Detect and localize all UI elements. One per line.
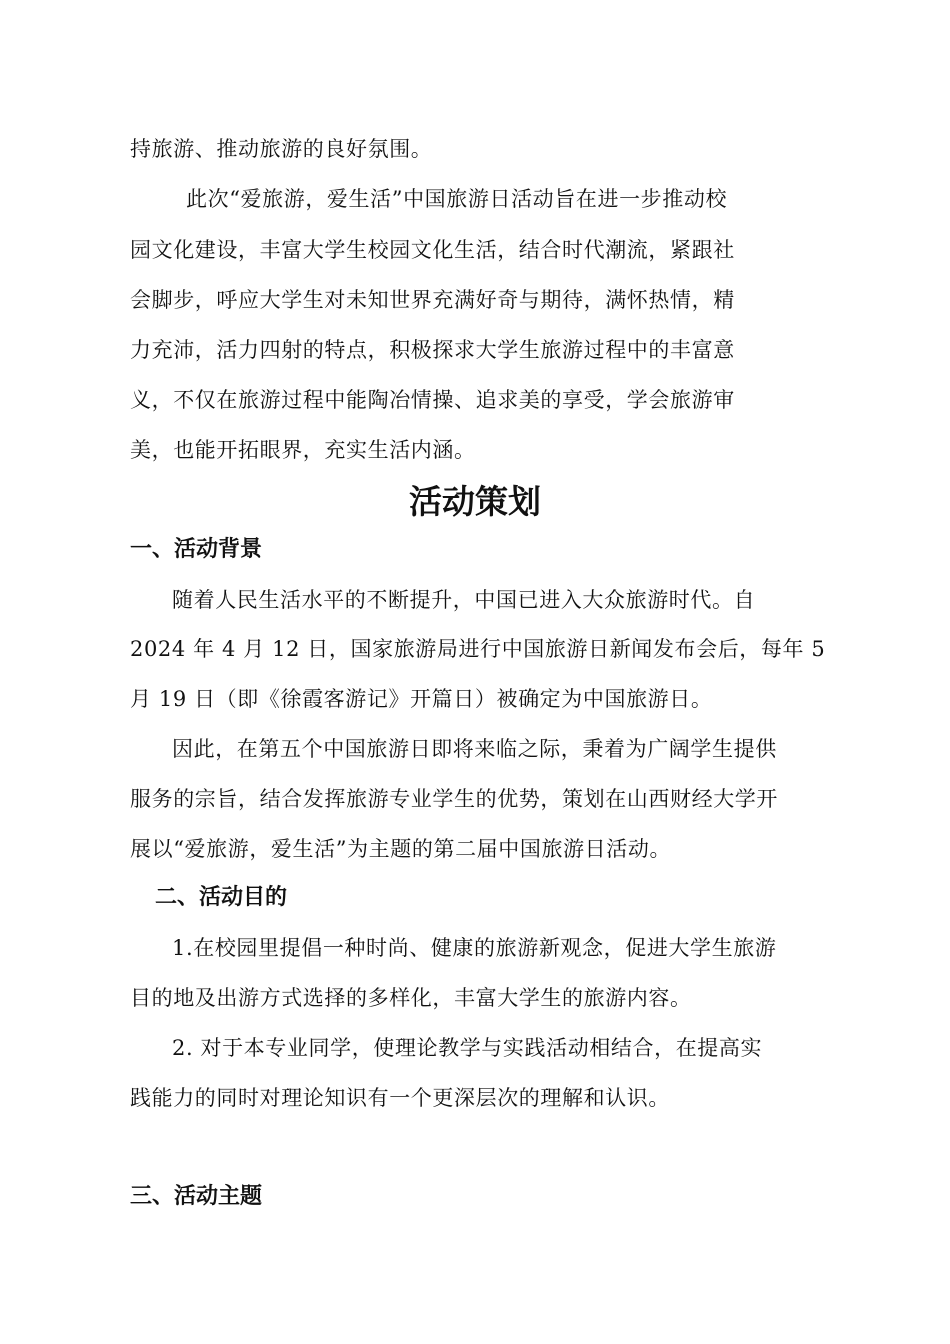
document-title: 活动策划 bbox=[409, 482, 541, 521]
intro-line-5: 力充沛，活力四射的特点，积极探求大学生旅游过程中的丰富意 bbox=[130, 338, 735, 362]
section2-line-3: 2. 对于本专业同学，使理论教学与实践活动相结合，在提高实 bbox=[172, 1036, 763, 1060]
section-heading-purpose: 二、活动目的 bbox=[155, 885, 288, 910]
section2-line-4: 践能力的同时对理论知识有一个更深层次的理解和认识。 bbox=[130, 1086, 670, 1110]
section1-line-6: 展以“爱旅游，爱生活”为主题的第二届中国旅游日活动。 bbox=[130, 837, 672, 861]
section1-line-1: 随着人民生活水平的不断提升，中国已进入大众旅游时代。自 bbox=[172, 588, 756, 612]
section1-line-5: 服务的宗旨，结合发挥旅游专业学生的优势，策划在山西财经大学开 bbox=[130, 787, 778, 811]
intro-line-2: 此次“爱旅游，爱生活”中国旅游日活动旨在进一步推动校 bbox=[186, 187, 728, 211]
section2-line-1: 1.在校园里提倡一种时尚、健康的旅游新观念，促进大学生旅游 bbox=[172, 936, 777, 960]
intro-line-3: 园文化建设，丰富大学生校园文化生活，结合时代潮流，紧跟社 bbox=[130, 238, 735, 262]
intro-line-6: 义，不仅在旅游过程中能陶冶情操、追求美的享受，学会旅游审 bbox=[130, 388, 735, 412]
section2-line-2: 目的地及出游方式选择的多样化，丰富大学生的旅游内容。 bbox=[130, 986, 692, 1010]
intro-line-1: 持旅游、推动旅游的良好氛围。 bbox=[130, 137, 433, 161]
intro-line-4: 会脚步，呼应大学生对未知世界充满好奇与期待，满怀热情，精 bbox=[130, 288, 735, 312]
section1-line-3: 月 19 日（即《徐霞客游记》开篇日）被确定为中国旅游日。 bbox=[130, 687, 713, 711]
section1-line-4: 因此，在第五个中国旅游日即将来临之际，秉着为广阔学生提供 bbox=[172, 737, 777, 761]
section-heading-theme: 三、活动主题 bbox=[130, 1184, 263, 1209]
intro-line-7: 美，也能开拓眼界，充实生活内涵。 bbox=[130, 438, 476, 462]
section1-line-2: 2024 年 4 月 12 日，国家旅游局进行中国旅游日新闻发布会后，每年 5 bbox=[130, 637, 826, 661]
section-heading-background: 一、活动背景 bbox=[130, 537, 263, 562]
